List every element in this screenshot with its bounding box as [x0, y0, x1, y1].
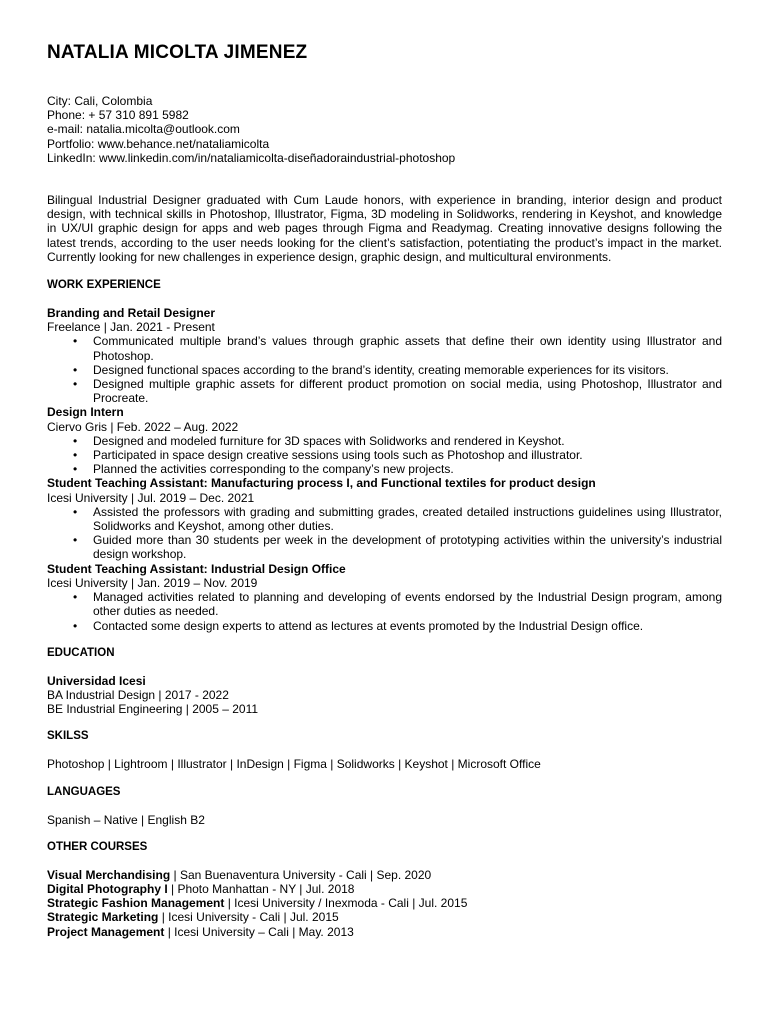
section-title-languages: LANGUAGES [47, 785, 121, 798]
contact-portfolio: Portfolio: www.behance.net/nataliamicolta [47, 136, 270, 151]
degree-item: BE Industrial Engineering | 2005 – 2011 [47, 702, 259, 717]
contact-email: e-mail: natalia.micolta@outlook.com [47, 122, 240, 137]
bullet-item: • Designed multiple graphic assets for different product promotion on social media, using Photoshop, Illustrator and Procreate. [93, 377, 722, 405]
bullet-item: • Managed activities related to planning and developing of events endorsed by the Industrial Design program, among other duties as needed. [93, 590, 722, 618]
job-org: Icesi University | Jan. 2019 – Nov. 2019 [47, 575, 258, 590]
course-name: Strategic Fashion Management [47, 896, 225, 911]
bullet-item: • Assisted the professors with grading and submitting grades, created detailed instructions guidelines using Illustrator, Solidworks and Keyshot, among other duties. [93, 505, 722, 533]
bullet-item: • Participated in space design creative sessions using tools such as Photoshop and illustrator. [93, 448, 722, 462]
job-role: Student Teaching Assistant: Manufacturing process I, and Functional textiles for product design [47, 476, 596, 491]
section-title-courses: OTHER COURSES [47, 840, 148, 853]
course-name: Project Management [47, 924, 165, 939]
languages-list: Spanish – Native | English B2 [47, 812, 205, 827]
course-name: Visual Merchandising [47, 867, 171, 882]
contact-city: City: Cali, Colombia [47, 94, 153, 108]
contact-linkedin: LinkedIn: www.linkedin.com/in/nataliamicolta-diseñadoraindustrial-photoshop [47, 150, 456, 165]
job-org: Icesi University | Jul. 2019 – Dec. 2021 [47, 490, 255, 505]
job-entry [47, 405, 722, 476]
degree-item: BA Industrial Design | 2017 - 2022 [47, 687, 229, 702]
resume-page [47, 40, 722, 939]
bullet-item: • Planned the activities corresponding to the company’s new projects. [93, 462, 722, 476]
job-entry [47, 562, 722, 633]
contact-info [47, 94, 722, 165]
bullet-item: • Guided more than 30 students per week in the development of prototyping activities within the university’s industrial design workshop. [93, 533, 722, 561]
course-name: Digital Photography I [47, 881, 168, 896]
section-title-work: WORK EXPERIENCE [47, 279, 161, 292]
bullet-item: • Designed and modeled furniture for 3D spaces with Solidworks and rendered in Keyshot. [93, 434, 722, 448]
course-detail: | Icesi University – Cali | May. 2013 [164, 924, 354, 939]
candidate-name: NATALIA MICOLTA JIMENEZ [47, 42, 308, 63]
course-item [47, 896, 722, 910]
section-title-education: EDUCATION [47, 646, 115, 659]
course-detail: | Photo Manhattan - NY | Jul. 2018 [167, 881, 355, 896]
bullet-item: • Communicated multiple brand’s values through graphic assets that define their own identity using Illustrator and Photoshop. [93, 334, 722, 362]
job-org: Ciervo Gris | Feb. 2022 – Aug. 2022 [47, 419, 239, 434]
course-item [47, 868, 722, 882]
school-name: Universidad Icesi [47, 673, 146, 688]
course-item [47, 910, 722, 924]
job-bullets [47, 334, 722, 405]
course-detail: | Icesi University / Inexmoda - Cali | Jul. 2015 [224, 896, 468, 911]
contact-phone: Phone: + 57 310 891 5982 [47, 108, 189, 123]
course-item [47, 925, 722, 939]
course-name: Strategic Marketing [47, 910, 159, 925]
bullet-item: • Designed functional spaces according to the brand’s identity, creating memorable experiences for its visitors. [93, 363, 722, 377]
profile-summary: Bilingual Industrial Designer graduated with Cum Laude honors, with experience in branding, interior design and product design, with technical skills in Photoshop, Illustrator, Figma, 3D modeling in Solidworks, rendering in Keyshot, and knowledge in UX/UI graphic design for apps and web pages through Figma and Readymag. Creating innovative designs following the latest trends, according to the user needs looking for the client’s satisfaction, potentiating the product’s impact in the market. Currently looking for new challenges in experience design, graphic design, and multicultural environments. [47, 193, 722, 264]
job-bullets [47, 505, 722, 562]
job-entry [47, 476, 722, 561]
skills-list: Photoshop | Lightroom | Illustrator | InDesign | Figma | Solidworks | Keyshot | Microsoft Office [47, 757, 541, 772]
job-org: Freelance | Jan. 2021 - Present [47, 320, 215, 335]
job-role: Student Teaching Assistant: Industrial Design Office [47, 561, 346, 576]
course-detail: | Icesi University - Cali | Jul. 2015 [158, 910, 339, 925]
section-title-skills: SKILSS [47, 730, 89, 743]
job-entry [47, 306, 722, 405]
job-role: Branding and Retail Designer [47, 306, 216, 321]
course-item [47, 882, 722, 896]
job-role: Design Intern [47, 405, 124, 420]
courses-list [47, 868, 722, 939]
bullet-item: • Contacted some design experts to attend as lectures at events promoted by the Industrial Design office. [93, 619, 722, 633]
course-detail: | San Buenaventura University - Cali | Sep. 2020 [170, 867, 432, 882]
job-bullets [47, 590, 722, 633]
job-bullets [47, 434, 722, 477]
education-entry [47, 674, 722, 717]
